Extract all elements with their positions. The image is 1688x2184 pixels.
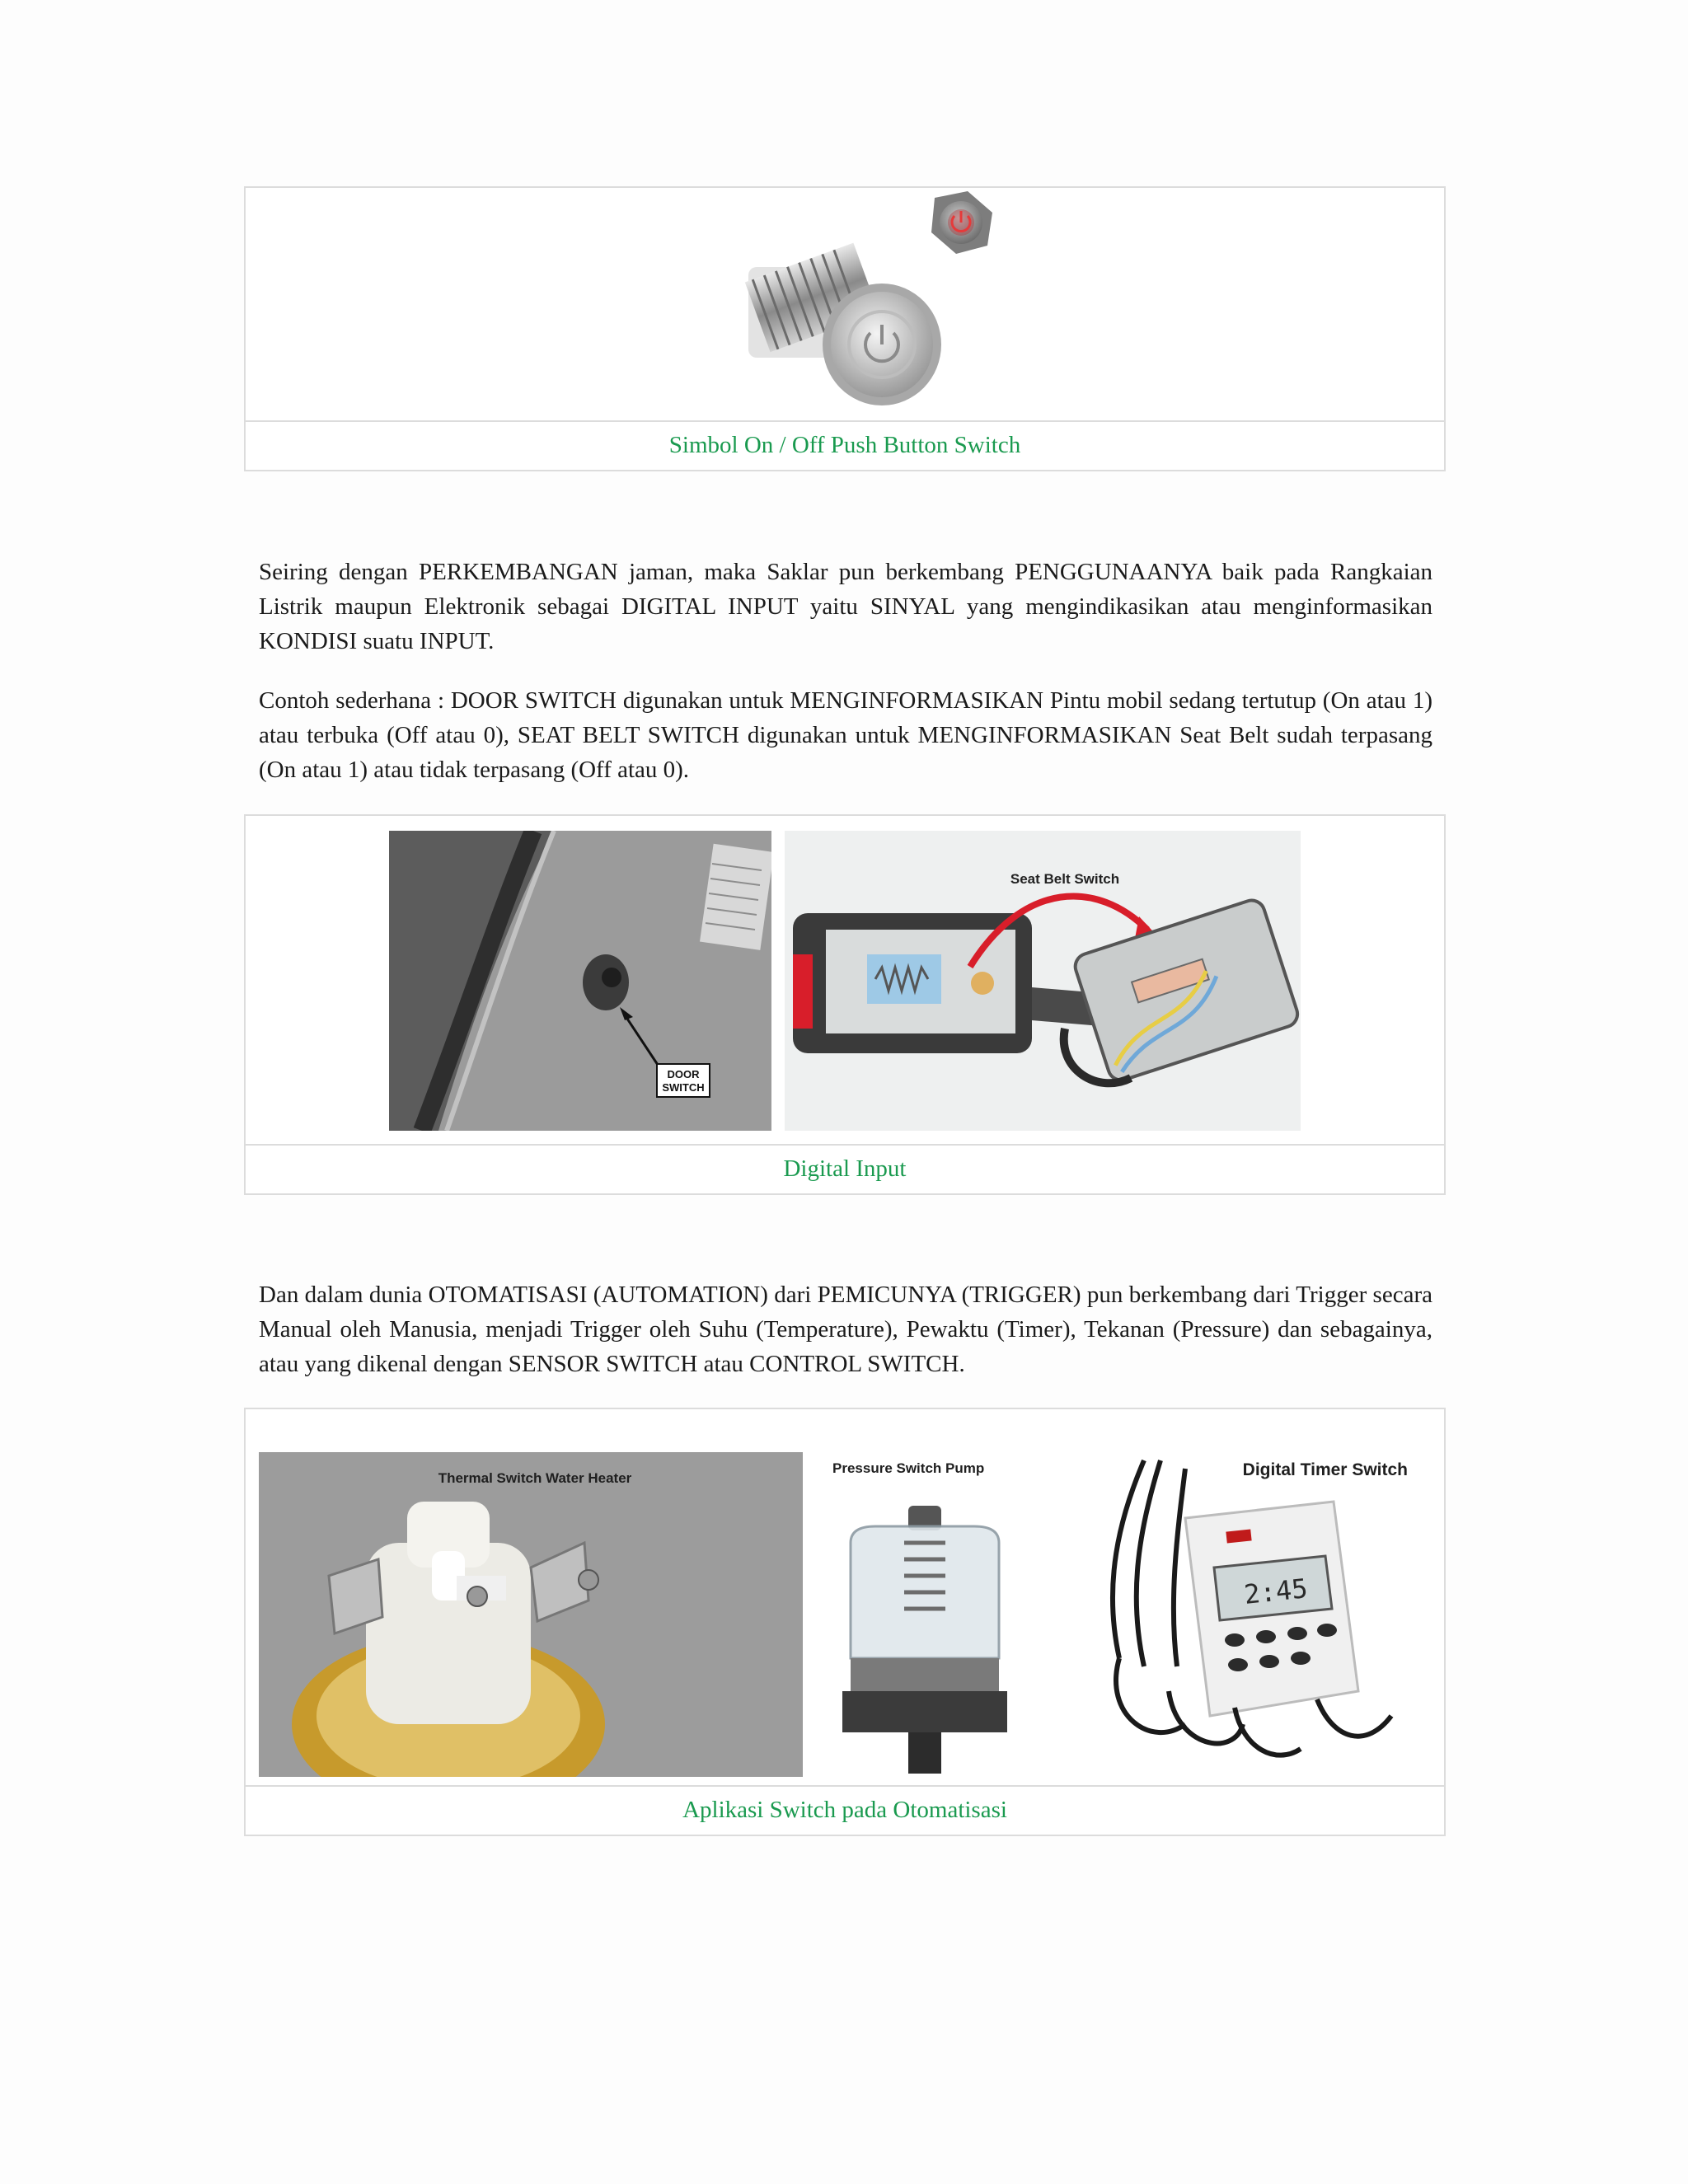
paragraph-digital-input: Seiring dengan PERKEMBANGAN jaman, maka Saklar pun berkembang PENGGUNAANYA baik pada Rangkaian Listrik maupun Elektronik sebagai DIGITAL INPUT yaitu SINYAL yang mengindikasikan atau menginformasikan KONDISI suatu INPUT. [259, 559, 1432, 654]
digital-input-image-area [246, 816, 1444, 1146]
figure-automation [244, 1408, 1446, 1836]
digital-input-caption: Digital Input [783, 1155, 907, 1182]
figure-push-button [244, 186, 1446, 471]
push-button-photo [246, 188, 1444, 422]
push-button-image-area [246, 188, 1444, 422]
digital-timer-switch-photo [1070, 1452, 1416, 1782]
digital-timer-switch-label: Digital Timer Switch [1242, 1460, 1408, 1479]
seat-belt-switch-photo [785, 831, 1301, 1131]
thermal-switch-photo [259, 1452, 803, 1777]
door-switch-label-line2: SWITCH [662, 1081, 705, 1094]
automation-caption: Aplikasi Switch pada Otomatisasi [682, 1797, 1007, 1823]
pressure-switch-label: Pressure Switch Pump [832, 1460, 985, 1476]
door-switch-photo [389, 831, 771, 1131]
automation-image-area [246, 1409, 1444, 1787]
seat-belt-switch-label: Seat Belt Switch [1010, 871, 1120, 887]
door-switch-label-line1: DOOR [667, 1068, 700, 1080]
paragraph-automation: Dan dalam dunia OTOMATISASI (AUTOMATION) dari PEMICUNYA (TRIGGER) pun berkembang dari Trigger secara Manual oleh Manusia, menjadi Trigger oleh Suhu (Temperature), Pewaktu (Timer), Tekanan (Pressure) dan sebagainya, atau yang dikenal dengan SENSOR SWITCH atau CONTROL SWITCH. [259, 1282, 1432, 1377]
paragraph-example: Contoh sederhana : DOOR SWITCH digunakan untuk MENGINFORMASIKAN Pintu mobil sedang tertutup (On atau 1) atau terbuka (Off atau 0), SEAT BELT SWITCH digunakan untuk MENGINFORMASIKAN Seat Belt sudah terpasang (On atau 1) atau tidak terpasang (Off atau 0). [259, 687, 1432, 783]
figure-digital-input [244, 814, 1446, 1195]
timer-display-readout: 2:45 [1242, 1572, 1310, 1610]
pressure-switch-photo [826, 1452, 1040, 1782]
push-button-caption: Simbol On / Off Push Button Switch [668, 432, 1021, 458]
thermal-switch-label: Thermal Switch Water Heater [438, 1470, 632, 1486]
